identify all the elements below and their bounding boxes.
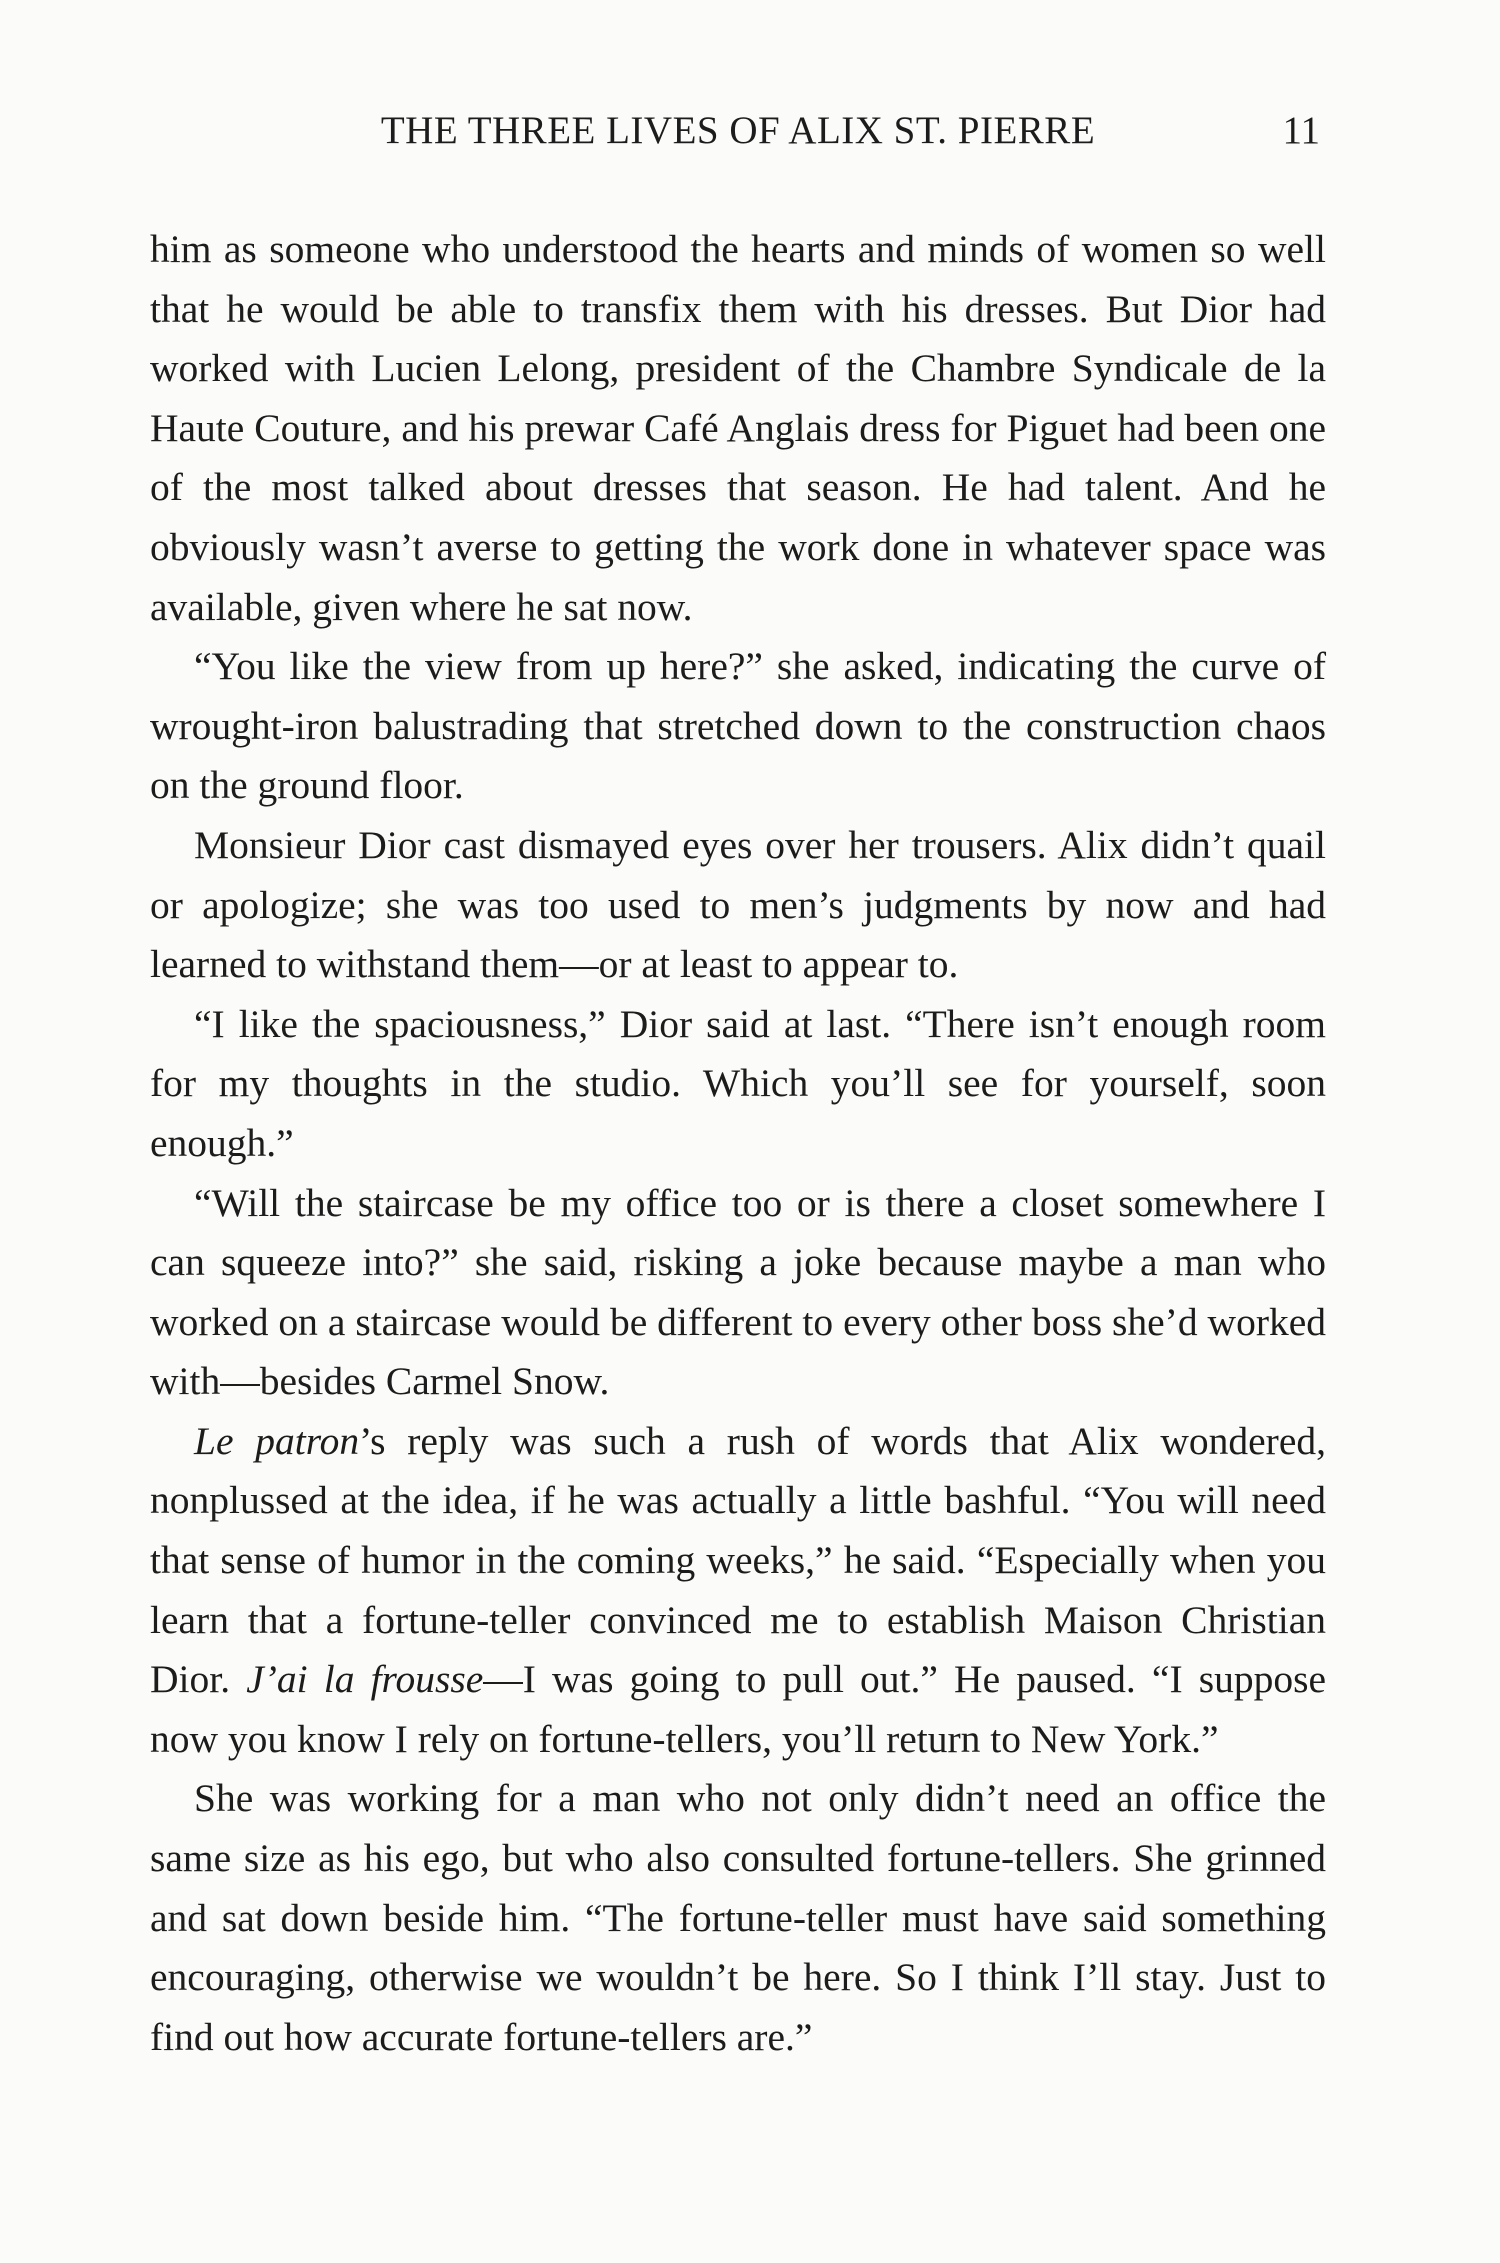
running-head — [150, 108, 1326, 164]
paragraph: him as someone who understood the hearts and minds of women so well that he would be able to transfix them with his dresses. But Dior had worked with Lucien Lelong, president of the Chambre Syndicale de la Haute Couture, and his prewar Café Anglais dress for Piguet had been one of the most talked about dresses that season. He had talent. And he obviously wasn’t averse to getting the work done in whatever space was available, given where he sat now. — [150, 227, 1326, 629]
paragraph: “Will the staircase be my office too or is there a closet somewhere I can squeeze into?” she said, risking a joke because maybe a man who worked on a staircase would be different to every other boss she’d worked with—besides Carmel Snow. — [150, 1180, 1326, 1404]
paragraph: She was working for a man who not only didn’t need an office the same size as his ego, but who also consulted fortune-tellers. She grinned and sat down beside him. “The fortune-teller must have said something encouraging, otherwise we wouldn’t be here. So I think I’ll stay. Just to find out how accurate fortune-tellers are.” — [150, 1776, 1326, 2059]
paragraph — [150, 1412, 1326, 1770]
paragraph-text: ’s reply was such a rush of words that Alix wondered, nonplussed at the idea, if he was actually a little bashful. “You will need that sense of humor in the coming weeks,” he said. “Especially when you learn that a fortune-teller convinced me to establish Maison Christian Dior. — [150, 1418, 1326, 1702]
running-title: THE THREE LIVES OF ALIX ST. PIERRE — [380, 109, 1096, 152]
paragraph-text: —I was going to pull out.” He paused. “I suppose now you know I rely on fortune-tellers, you’ll return to New York.” — [150, 1657, 1326, 1761]
body-text — [150, 220, 1326, 2067]
paragraph: Monsieur Dior cast dismayed eyes over her trousers. Alix didn’t quail or apologize; she was too used to men’s judgments by now and had learned to withstand them—or at least to appear to. — [150, 822, 1326, 987]
italic-phrase: Le patron — [194, 1418, 360, 1463]
page-number: 11 — [1282, 109, 1320, 152]
paragraph: “I like the spaciousness,” Dior said at last. “There isn’t enough room for my thoughts in the studio. Which you’ll see for yourself, soon enough.” — [150, 1001, 1326, 1165]
paragraph: “You like the view from up here?” she asked, indicating the curve of wrought-iron balustrading that stretched down to the construction chaos on the ground floor. — [150, 644, 1326, 808]
italic-phrase: J’ai la frousse — [246, 1657, 484, 1702]
